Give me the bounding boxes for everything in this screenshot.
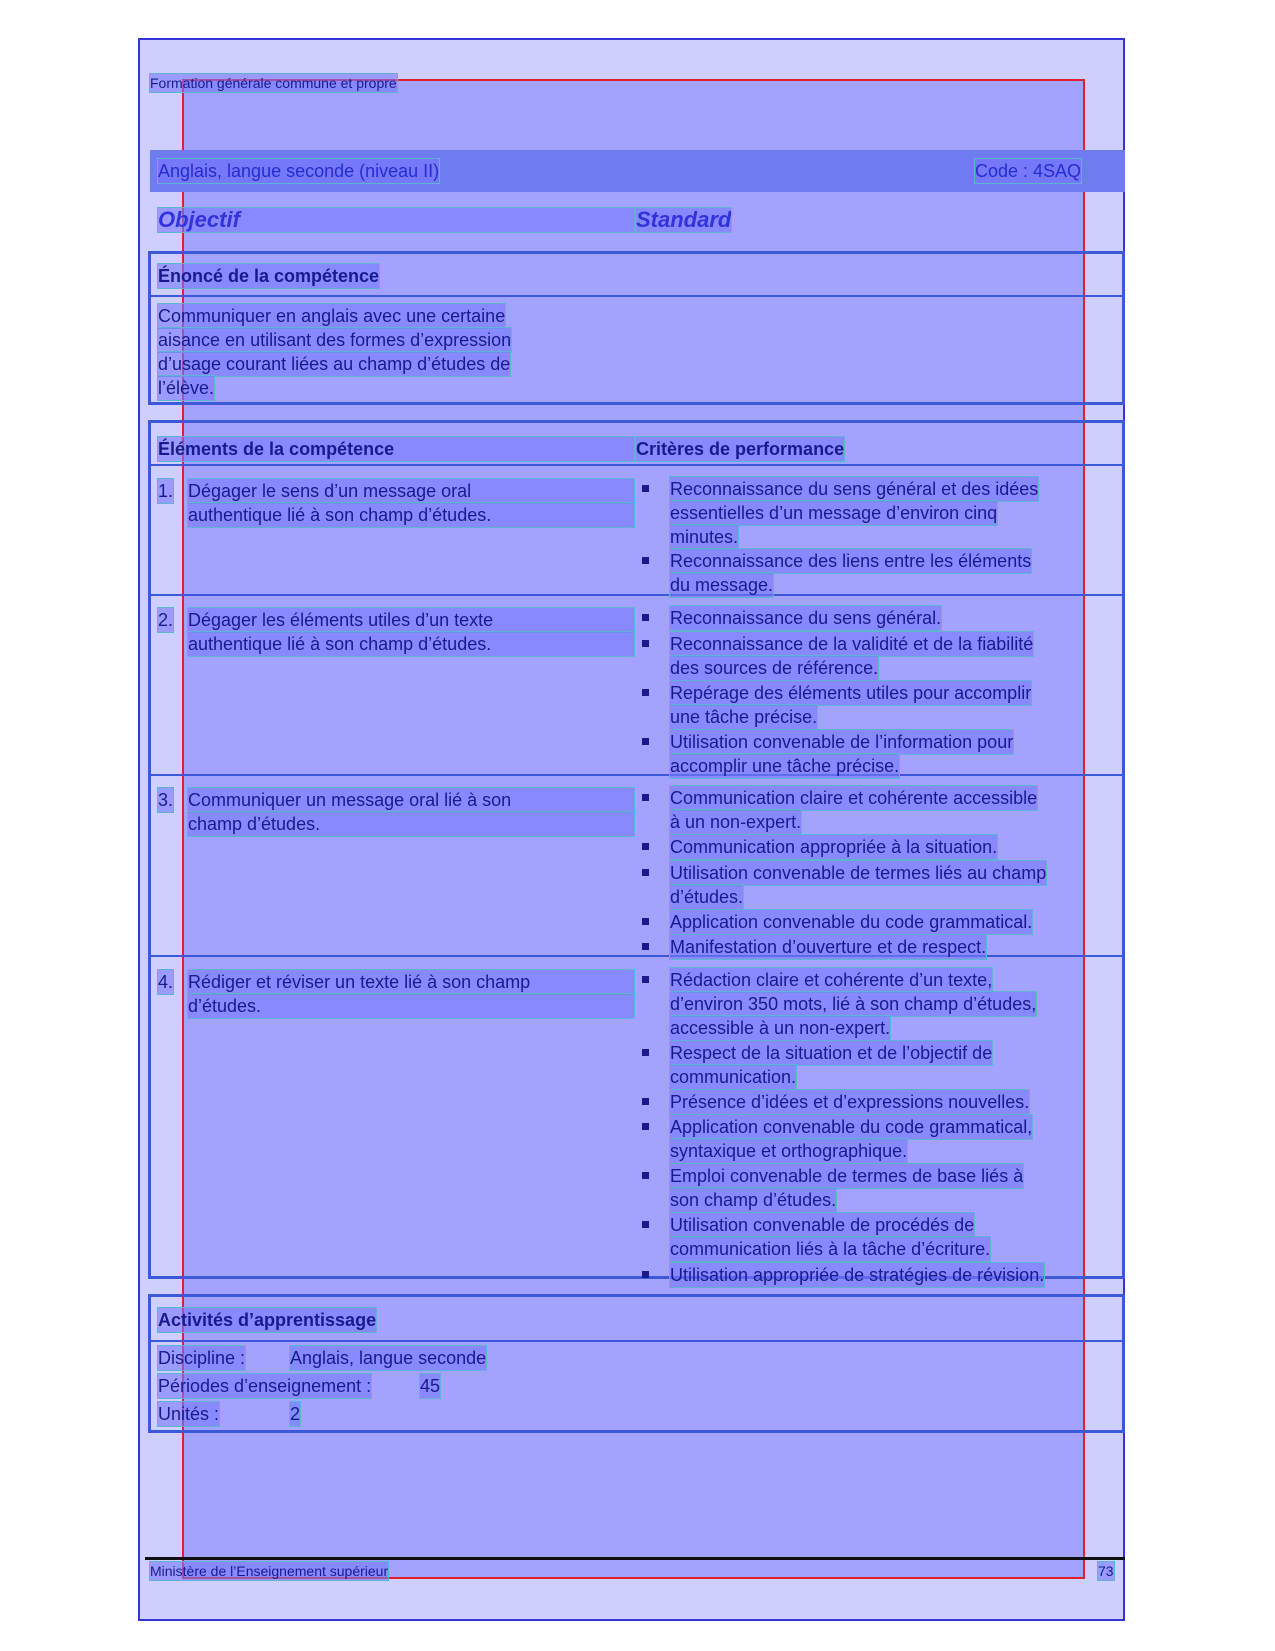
- bullet-icon: [642, 557, 649, 564]
- periods-value: 45: [420, 1376, 441, 1396]
- criterion-text: accomplir une tâche précise.: [670, 756, 900, 776]
- criterion-text: Application convenable du code grammatical.: [670, 912, 1033, 932]
- bullet-icon: [642, 794, 649, 801]
- activities-heading: Activités d’apprentissage: [158, 1310, 377, 1330]
- bullet-icon: [642, 485, 649, 492]
- element-text: authentique lié à son champ d’études.: [188, 632, 634, 656]
- criterion-text: Rédaction claire et cohérente d’un texte,: [670, 970, 993, 990]
- running-title: Formation générale commune et propre: [150, 75, 397, 91]
- bullet-icon: [642, 1221, 649, 1228]
- criterion-text: d’environ 350 mots, lié à son champ d’études,: [670, 994, 1037, 1014]
- criterion-text: Présence d’idées et d’expressions nouvelles.: [670, 1092, 1030, 1112]
- criterion-text: Reconnaissance des liens entre les éléments: [670, 551, 1032, 571]
- element-number: 1.: [158, 481, 174, 501]
- bullet-icon: [642, 689, 649, 696]
- bullet-icon: [642, 738, 649, 745]
- criterion-text: communication.: [670, 1067, 797, 1087]
- course-code: Code : 4SAQ: [975, 161, 1082, 181]
- criterion-text: Reconnaissance du sens général.: [670, 608, 942, 628]
- objective-title: Objectif: [158, 208, 634, 232]
- criterion-text: minutes.: [670, 527, 739, 547]
- elements-heading: Éléments de la compétence: [158, 437, 634, 461]
- criteria-heading: Critères de performance: [636, 439, 845, 459]
- element-text: Dégager le sens d’un message oral: [188, 479, 634, 503]
- course-title: Anglais, langue seconde (niveau II): [158, 161, 440, 181]
- element-number: 2.: [158, 610, 174, 630]
- criterion-text: d’études.: [670, 887, 744, 907]
- bullet-icon: [642, 869, 649, 876]
- criterion-text: Utilisation convenable de termes liés au champ: [670, 863, 1047, 883]
- divider: [150, 774, 1123, 776]
- criterion-text: Respect de la situation et de l’objectif de: [670, 1043, 993, 1063]
- bullet-icon: [642, 918, 649, 925]
- criterion-text: essentielles d’un message d’environ cinq: [670, 503, 998, 523]
- element-text: Communiquer un message oral lié à son: [188, 788, 634, 812]
- competence-heading: Énoncé de la compétence: [158, 266, 380, 286]
- bullet-icon: [642, 976, 649, 983]
- criterion-text: accessible à un non-expert.: [670, 1018, 891, 1038]
- criterion-text: Application convenable du code grammatical,: [670, 1117, 1033, 1137]
- divider: [150, 295, 1123, 297]
- discipline-value: Anglais, langue seconde: [290, 1348, 487, 1368]
- criterion-text: une tâche précise.: [670, 707, 818, 727]
- criterion-text: Repérage des éléments utiles pour accomplir: [670, 683, 1032, 703]
- bullet-icon: [642, 943, 649, 950]
- divider: [150, 464, 1123, 466]
- criterion-text: Reconnaissance de la validité et de la fiabilité: [670, 634, 1034, 654]
- criterion-text: du message.: [670, 575, 774, 595]
- units-label: Unités :: [158, 1404, 220, 1424]
- standard-title: Standard: [636, 207, 732, 232]
- element-text: champ d’études.: [188, 812, 634, 836]
- discipline-label: Discipline :: [158, 1348, 246, 1368]
- element-text: authentique lié à son champ d’études.: [188, 503, 634, 527]
- units-value: 2: [290, 1404, 301, 1424]
- criterion-text: Utilisation appropriée de stratégies de révision.: [670, 1265, 1045, 1285]
- competence-line: l’élève.: [158, 378, 215, 398]
- bullet-icon: [642, 1098, 649, 1105]
- bullet-icon: [642, 1172, 649, 1179]
- criterion-text: Utilisation convenable de l’information pour: [670, 732, 1014, 752]
- competence-line: d’usage courant liées au champ d’études de: [158, 354, 511, 374]
- bullet-icon: [642, 1271, 649, 1278]
- competence-line: aisance en utilisant des formes d’expression: [158, 330, 512, 350]
- criterion-text: Utilisation convenable de procédés de: [670, 1215, 975, 1235]
- bullet-icon: [642, 1049, 649, 1056]
- element-number: 4.: [158, 972, 174, 992]
- criterion-text: communication liés à la tâche d’écriture.: [670, 1239, 991, 1259]
- element-number: 3.: [158, 790, 174, 810]
- competence-line: Communiquer en anglais avec une certaine: [158, 306, 506, 326]
- criterion-text: Emploi convenable de termes de base liés à: [670, 1166, 1024, 1186]
- periods-label: Périodes d’enseignement :: [158, 1376, 372, 1396]
- criterion-text: des sources de référence.: [670, 658, 879, 678]
- bullet-icon: [642, 640, 649, 647]
- criterion-text: syntaxique et orthographique.: [670, 1141, 908, 1161]
- footer-ministry: Ministère de l’Enseignement supérieur: [150, 1563, 389, 1579]
- criterion-text: Reconnaissance du sens général et des idées: [670, 479, 1039, 499]
- element-text: Dégager les éléments utiles d’un texte: [188, 608, 634, 632]
- bullet-icon: [642, 1123, 649, 1130]
- criterion-text: Manifestation d’ouverture et de respect.: [670, 937, 987, 957]
- bullet-icon: [642, 843, 649, 850]
- criterion-text: Communication claire et cohérente accessible: [670, 788, 1038, 808]
- criterion-text: à un non-expert.: [670, 812, 802, 832]
- criterion-text: Communication appropriée à la situation.: [670, 837, 998, 857]
- divider: [150, 1340, 1123, 1342]
- bullet-icon: [642, 614, 649, 621]
- footer-rule: [145, 1557, 1125, 1560]
- criterion-text: son champ d’études.: [670, 1190, 837, 1210]
- page-number: 73: [1098, 1563, 1114, 1579]
- element-text: d’études.: [188, 994, 634, 1018]
- divider: [150, 594, 1123, 596]
- element-text: Rédiger et réviser un texte lié à son champ: [188, 970, 634, 994]
